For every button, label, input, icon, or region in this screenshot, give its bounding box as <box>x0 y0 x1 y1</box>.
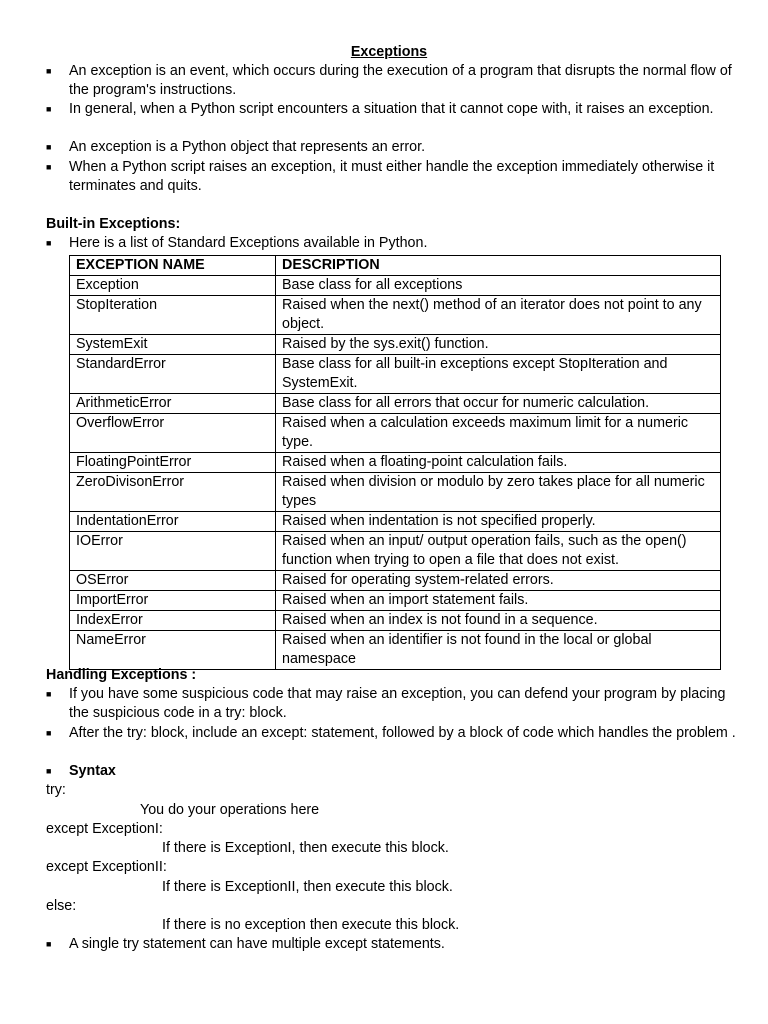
intro-bullet-3 <box>46 138 736 157</box>
bullet-icon: ■ <box>46 66 52 76</box>
table-row <box>70 611 721 631</box>
builtin-heading: Built-in Exceptions: <box>46 216 181 232</box>
exceptions-table <box>69 255 721 670</box>
bullet-text: After the try: block, include an except: statement, followed by a block of code which handles the problem . <box>69 725 736 741</box>
table-row <box>70 276 721 296</box>
code-else: else: <box>46 898 77 914</box>
description-cell: Base class for all errors that occur for numeric calculation. <box>276 394 721 414</box>
table-row <box>70 394 721 414</box>
bullet-text: When a Python script raises an exception, it must either handle the exception immediately otherwise it terminates and quits. <box>69 159 715 194</box>
exception-name-cell: StopIteration <box>70 296 276 335</box>
bullet-text: In general, when a Python script encounters a situation that it cannot cope with, it raises an exception. <box>69 101 714 117</box>
exception-name-cell: OverflowError <box>70 414 276 453</box>
bullet-text: Here is a list of Standard Exceptions available in Python. <box>69 235 428 251</box>
code-handle-else: If there is no exception then execute this block. <box>162 917 460 933</box>
table-row <box>70 335 721 355</box>
exception-name-cell: ZeroDivisonError <box>70 473 276 512</box>
code-except-1: except ExceptionI: <box>46 821 163 837</box>
bullet-text: An exception is an event, which occurs during the execution of a program that disrupts the normal flow of the program's instructions. <box>69 63 732 98</box>
intro-bullet-2 <box>46 100 736 119</box>
description-cell: Base class for all exceptions <box>276 276 721 296</box>
bullet-icon: ■ <box>46 689 52 699</box>
bullet-text: If you have some suspicious code that may raise an exception, you can defend your program by placing the suspicious code in a try: block. <box>69 686 726 721</box>
intro-bullet-4 <box>46 158 736 196</box>
table-row <box>70 414 721 453</box>
exception-name-cell: IndentationError <box>70 512 276 532</box>
exception-name-cell: ArithmeticError <box>70 394 276 414</box>
bullet-icon: ■ <box>46 162 52 172</box>
exception-name-cell: SystemExit <box>70 335 276 355</box>
bullet-icon: ■ <box>46 142 52 152</box>
bullet-text: An exception is a Python object that represents an error. <box>69 139 426 155</box>
code-try: try: <box>46 782 66 798</box>
description-cell: Raised when an input/ output operation fails, such as the open() function when trying to open a file that does not exist. <box>276 532 721 571</box>
final-bullet <box>46 935 736 954</box>
exception-name-cell: IndexError <box>70 611 276 631</box>
bullet-icon: ■ <box>46 104 52 114</box>
description-cell: Base class for all built-in exceptions except StopIteration and SystemExit. <box>276 355 721 394</box>
table-row <box>70 571 721 591</box>
intro-bullet-1 <box>46 62 736 100</box>
description-cell: Raised when division or modulo by zero takes place for all numeric types <box>276 473 721 512</box>
builtin-bullet <box>46 234 736 253</box>
table-row <box>70 532 721 571</box>
description-cell: Raised by the sys.exit() function. <box>276 335 721 355</box>
code-handle-1: If there is ExceptionI, then execute this block. <box>162 840 449 856</box>
bullet-text: A single try statement can have multiple except statements. <box>69 936 445 952</box>
description-cell: Raised when indentation is not specified properly. <box>276 512 721 532</box>
table-body <box>70 276 721 670</box>
table-row <box>70 512 721 532</box>
description-cell: Raised when the next() method of an iterator does not point to any object. <box>276 296 721 335</box>
table-row <box>70 355 721 394</box>
table-row <box>70 296 721 335</box>
bullet-icon: ■ <box>46 728 52 738</box>
table-row <box>70 473 721 512</box>
handling-heading: Handling Exceptions : <box>46 667 197 683</box>
table-row <box>70 591 721 611</box>
bullet-icon: ■ <box>46 939 52 949</box>
header-exception-name: EXCEPTION NAME <box>70 256 276 276</box>
description-cell: Raised when an index is not found in a sequence. <box>276 611 721 631</box>
exception-name-cell: Exception <box>70 276 276 296</box>
table-header-row <box>70 256 721 276</box>
exception-name-cell: ImportError <box>70 591 276 611</box>
page-title: Exceptions <box>350 44 428 60</box>
exception-name-cell: IOError <box>70 532 276 571</box>
description-cell: Raised for operating system-related errors. <box>276 571 721 591</box>
handling-bullet-1 <box>46 685 736 723</box>
description-cell: Raised when an identifier is not found in the local or global namespace <box>276 631 721 670</box>
bullet-icon: ■ <box>46 766 52 776</box>
exception-name-cell: FloatingPointError <box>70 453 276 473</box>
syntax-label: Syntax <box>69 763 116 779</box>
description-cell: Raised when an import statement fails. <box>276 591 721 611</box>
bullet-icon: ■ <box>46 238 52 248</box>
table-row <box>70 631 721 670</box>
handling-bullet-2 <box>46 724 736 743</box>
description-cell: Raised when a floating-point calculation fails. <box>276 453 721 473</box>
exception-name-cell: NameError <box>70 631 276 670</box>
code-handle-2: If there is ExceptionII, then execute this block. <box>162 879 453 895</box>
exception-name-cell: OSError <box>70 571 276 591</box>
table-row <box>70 453 721 473</box>
description-cell: Raised when a calculation exceeds maximum limit for a numeric type. <box>276 414 721 453</box>
header-description: DESCRIPTION <box>276 256 721 276</box>
syntax-bullet <box>46 762 736 781</box>
code-operations: You do your operations here <box>140 802 320 818</box>
code-except-2: except ExceptionII: <box>46 859 167 875</box>
exception-name-cell: StandardError <box>70 355 276 394</box>
